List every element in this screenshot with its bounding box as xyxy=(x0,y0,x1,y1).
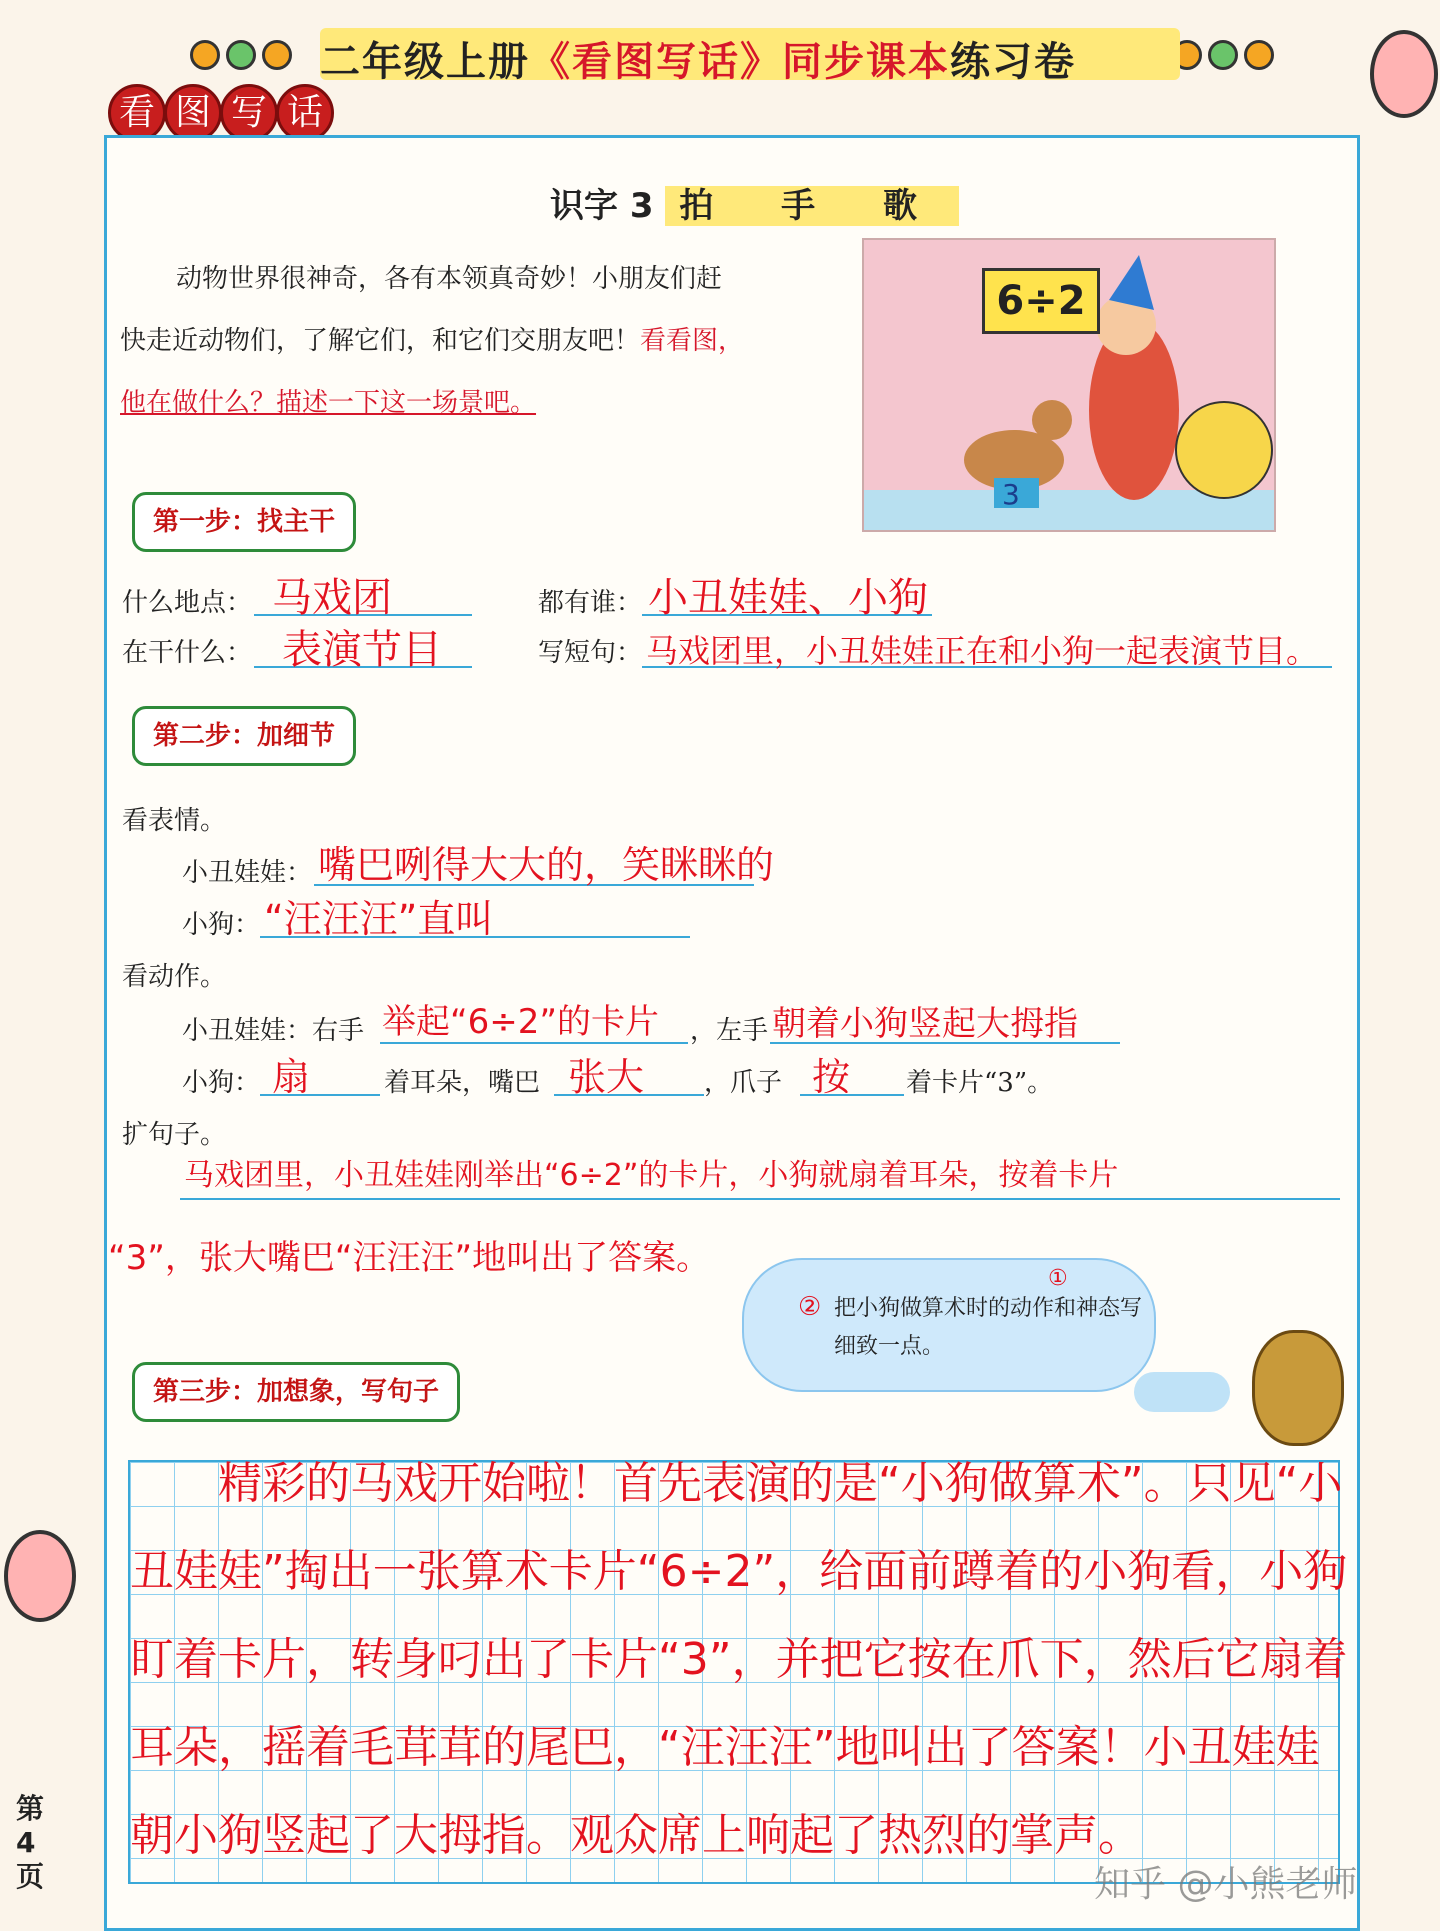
watermark: 知乎 @小熊老师 xyxy=(1094,1864,1358,1905)
small-cloud xyxy=(1134,1372,1230,1412)
intro-line-1: 动物世界很神奇，各有本领真奇妙！小朋友们赶 xyxy=(176,264,723,294)
step3-title: 第三步：加想象，写句子 xyxy=(132,1362,460,1422)
lesson-name: 拍 手 歌 xyxy=(665,186,959,226)
clown-action-right: 举起“6÷2”的卡片 xyxy=(382,1002,659,1042)
who-answer: 小丑娃娃、小狗 xyxy=(648,575,928,621)
lesson-label: 识字 3 xyxy=(550,186,654,226)
decor-dot-6 xyxy=(1244,40,1274,70)
decor-dot-3 xyxy=(262,40,292,70)
expand-line-1 xyxy=(180,1198,1340,1200)
decor-dot-2 xyxy=(226,40,256,70)
expand-answer-2: “3”，张大嘴巴“汪汪汪”地叫出了答案。 xyxy=(108,1238,711,1278)
doing-answer: 表演节目 xyxy=(282,627,442,673)
badge-kan: 看 xyxy=(108,84,166,142)
left-hand-label: ，左手 xyxy=(690,1016,769,1046)
intro-text xyxy=(120,248,840,434)
expand-answer-1: 马戏团里，小丑娃娃刚举出“6÷2”的卡片，小狗就扇着耳朵，按着卡片 xyxy=(184,1158,1119,1193)
sentence-answer: 马戏团里，小丑娃娃正在和小狗一起表演节目。 xyxy=(646,632,1319,670)
clown-label: 小丑娃娃： xyxy=(182,858,313,888)
expand-label: 扩句子。 xyxy=(122,1120,227,1150)
tip-number-1: ① xyxy=(1048,1266,1068,1291)
clown-action-label: 小丑娃娃：右手 xyxy=(182,1016,365,1046)
step2-title: 第二步：加细节 xyxy=(132,706,356,766)
where-label: 什么地点： xyxy=(122,588,253,618)
who-label: 都有谁： xyxy=(538,588,643,618)
dog-mouth: 张大 xyxy=(568,1055,645,1099)
intro-line-2-text: 快走近动物们，了解它们，和它们交朋友吧！ xyxy=(120,326,641,356)
title-part-2: 《看图写话》 xyxy=(530,39,782,85)
intro-line-3: 他在做什么？描述一下这一场景吧。 xyxy=(120,388,537,418)
sentence-label: 写短句： xyxy=(538,638,643,668)
action-label: 看动作。 xyxy=(122,962,227,992)
clown-expression: 嘴巴咧得大大的，笑眯眯的 xyxy=(318,843,775,887)
dog-paw: 按 xyxy=(812,1055,851,1099)
expression-label: 看表情。 xyxy=(122,806,227,836)
doing-label: 在干什么： xyxy=(122,638,253,668)
page-title xyxy=(320,30,1076,87)
intro-line-2-red: 看看图， xyxy=(640,326,745,356)
dog-ear: 扇 xyxy=(272,1055,311,1099)
dog-expression: “汪汪汪”直叫 xyxy=(264,897,494,941)
lesson-heading xyxy=(550,178,959,227)
title-part-3: 同步课本 xyxy=(782,39,950,85)
mascot-left xyxy=(4,1530,76,1622)
division-card: 6÷2 xyxy=(982,268,1100,334)
tip-number-2: ② xyxy=(798,1292,822,1322)
ear-text: 着耳朵，嘴巴 xyxy=(384,1068,541,1098)
paw-text: ，爪子 xyxy=(704,1068,783,1098)
step1-title: 第一步：找主干 xyxy=(132,492,356,552)
step3-paragraph: 精彩的马戏开始啦！首先表演的是“小狗做算术”。只见“小丑娃娃”掏出一张算术卡片“6÷2”，给面前蹲着的小狗看，小狗盯着卡片，转身叼出了卡片“3”，并把它按在爪下，然后它扇着耳朵，摇着毛茸茸的尾巴，“汪汪汪”地叫出了答案！小丑娃娃朝小狗竖起了大拇指。观众席上响起了热烈的掌声。 xyxy=(130,1458,1348,1861)
potato-mascot xyxy=(1252,1330,1344,1446)
where-answer: 马戏团 xyxy=(272,575,392,621)
badge-xie: 写 xyxy=(220,84,278,142)
mascot-top-right xyxy=(1370,30,1438,118)
decor-dot-5 xyxy=(1208,40,1238,70)
decor-dot-1 xyxy=(190,40,220,70)
badge-hua: 话 xyxy=(276,84,334,142)
page-number: 第4页 xyxy=(16,1792,45,1893)
tip-text: 把小狗做算术时的动作和神态写细致一点。 xyxy=(834,1296,1143,1359)
intro-line-2 xyxy=(120,310,840,372)
badge-tu: 图 xyxy=(164,84,222,142)
clown-action-left: 朝着小狗竖起大拇指 xyxy=(772,1004,1078,1044)
floor-card-number: 3 xyxy=(1002,478,1020,511)
dog-label: 小狗： xyxy=(182,910,261,940)
dog-action-label: 小狗： xyxy=(182,1068,261,1098)
title-part-1: 二年级上册 xyxy=(320,39,530,85)
card-text: 着卡片“3”。 xyxy=(906,1068,1054,1098)
title-part-4: 练习卷 xyxy=(950,39,1076,85)
